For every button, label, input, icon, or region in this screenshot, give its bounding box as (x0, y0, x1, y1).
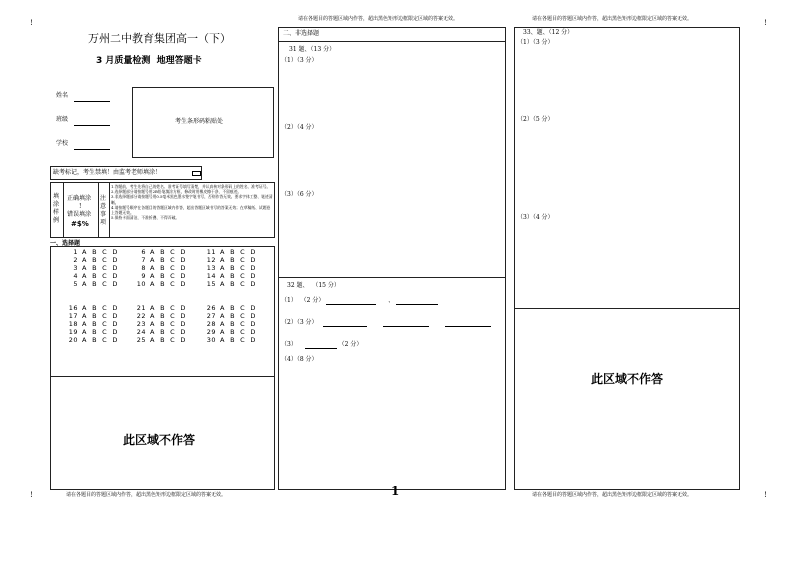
question-number: 20 (68, 336, 78, 344)
answer-options[interactable]: A B C D (150, 280, 186, 288)
choice-question-10[interactable] (134, 280, 186, 288)
choice-question-28[interactable] (204, 320, 256, 328)
note-item: 4.请按题号顺序在各题目的答题区域内作答，超出答题区域书写的答案无效；在草稿纸、试题卷上答题无效。 (111, 204, 271, 216)
divider (279, 41, 505, 42)
answer-options[interactable]: A B C D (150, 256, 186, 264)
choice-question-5[interactable] (66, 280, 118, 288)
divider (98, 183, 99, 237)
q32-part3-score: （2 分） (338, 341, 363, 348)
answer-options[interactable]: A B C D (220, 328, 256, 336)
answer-options[interactable]: A B C D (82, 312, 118, 320)
question-number: 19 (68, 328, 78, 336)
answer-options[interactable]: A B C D (150, 264, 186, 272)
choice-question-3[interactable] (66, 264, 118, 272)
answer-options[interactable]: A B C D (150, 312, 186, 320)
barcode-area (132, 87, 274, 158)
answer-line[interactable] (396, 299, 438, 305)
choice-question-30[interactable] (204, 336, 256, 344)
question-number: 30 (206, 336, 216, 344)
q31-title: 31 题、（13 分） (289, 46, 336, 53)
q32-part1-label: （1） （2 分） (281, 297, 325, 304)
choice-question-25[interactable] (134, 336, 186, 344)
choice-question-4[interactable] (66, 272, 118, 280)
choice-grid (51, 247, 274, 377)
question-number: 10 (136, 280, 146, 288)
choice-question-16[interactable] (66, 304, 118, 312)
answer-options[interactable]: A B C D (82, 328, 118, 336)
school-label: 学校 (56, 140, 69, 147)
answer-options[interactable]: A B C D (150, 272, 186, 280)
choice-question-29[interactable] (204, 328, 256, 336)
choice-question-12[interactable] (204, 256, 256, 264)
no-answer-zone-left: 此区域不作答 (123, 433, 196, 447)
barcode-label: 考生条形码粘贴处 (175, 118, 224, 125)
wrong-fill-label: 错误填涂 (67, 211, 92, 218)
choice-question-24[interactable] (134, 328, 186, 336)
q32-part1-sep: 、 (388, 297, 395, 304)
q33-title: 33、题、（12 分） (523, 29, 574, 36)
absent-mark-text: 缺考标记，考生禁填！由监考老师填涂！ (53, 169, 162, 176)
answer-options[interactable]: A B C D (220, 280, 256, 288)
question-number: 24 (136, 328, 146, 336)
choice-question-13[interactable] (204, 264, 256, 272)
choice-question-9[interactable] (134, 272, 186, 280)
q32-part1 (281, 297, 438, 305)
name-field[interactable] (74, 101, 110, 102)
question-number: 26 (206, 304, 216, 312)
answer-line[interactable] (445, 321, 491, 327)
bottom-notice-left: 请在各题目的答题区域内作答，超出黑色矩形边框限定区域的答案无效。 (66, 492, 227, 498)
choice-question-21[interactable] (134, 304, 186, 312)
q33-part2: （2）（5 分） (517, 116, 554, 123)
answer-options[interactable]: A B C D (82, 256, 118, 264)
choice-question-11[interactable] (204, 248, 256, 256)
question-number: 17 (68, 312, 78, 320)
answer-options[interactable]: A B C D (82, 336, 118, 344)
q31-part1: （1）（3 分） (281, 57, 318, 64)
question-number: 28 (206, 320, 216, 328)
answer-options[interactable]: A B C D (82, 280, 118, 288)
class-field[interactable] (74, 125, 110, 126)
name-label: 姓名 (56, 92, 69, 99)
class-label: 班级 (56, 116, 69, 123)
correct-fill-label: 正确填涂 (67, 195, 92, 202)
choice-question-27[interactable] (204, 312, 256, 320)
question-number: 9 (141, 272, 146, 280)
top-notice-middle: 请在各题目的答题区域内作答，超出黑色矩形边框限定区域的答案无效。 (298, 16, 459, 22)
answer-options[interactable]: A B C D (220, 256, 256, 264)
question-number: 14 (206, 272, 216, 280)
q31-part2: （2）（4 分） (281, 124, 318, 131)
question-number: 5 (73, 280, 78, 288)
question-number: 15 (206, 280, 216, 288)
question-number: 8 (141, 264, 146, 272)
school-title: 万州二中教育集团高一（下） (88, 32, 231, 45)
note-item: 1.答题前，考生先将自己的姓名、准考证号填写清楚，并认真核对条形码上的姓名、准考证号。 (111, 184, 271, 189)
fill-example-label: 填涂样例 (53, 193, 60, 224)
absent-mark-box (50, 166, 202, 180)
question-number: 29 (206, 328, 216, 336)
note-item: 2.选择题部分请按题号用2B铅笔填涂方框，修改时用橡皮擦干净，不留痕迹。 (111, 189, 242, 195)
answer-options[interactable]: A B C D (220, 336, 256, 344)
wrong-fill-mark: #$% (71, 220, 89, 228)
divider (515, 308, 739, 309)
choice-section-title: 一、选择题 (50, 240, 81, 247)
exam-title: 3 月质量检测 地理答题卡 (96, 56, 202, 66)
choice-question-1[interactable] (66, 248, 118, 256)
choice-area (50, 246, 275, 490)
divider (109, 183, 110, 237)
choice-question-20[interactable] (66, 336, 118, 344)
q33-box (514, 27, 740, 490)
q32-part2-label: （2）（3 分） (281, 319, 318, 326)
choice-question-2[interactable] (66, 256, 118, 264)
question-number: 6 (141, 248, 146, 256)
choice-question-14[interactable] (204, 272, 256, 280)
answer-line[interactable] (323, 321, 367, 327)
choice-question-22[interactable] (134, 312, 186, 320)
answer-options[interactable]: A B C D (150, 248, 186, 256)
registration-mark-br: ! (764, 491, 767, 499)
section2-box (278, 27, 506, 490)
choice-question-7[interactable] (134, 256, 186, 264)
registration-mark-tr: ! (764, 19, 767, 27)
answer-line[interactable] (305, 343, 337, 349)
answer-options[interactable]: A B C D (82, 248, 118, 256)
choice-question-18[interactable] (66, 320, 118, 328)
answer-line[interactable] (326, 299, 376, 305)
choice-question-19[interactable] (66, 328, 118, 336)
note-item: 3.非选择题部分请按题号用0.5毫米黑色墨水签字笔书写，否则作答无效。要求字体工整、笔迹清晰。 (111, 194, 273, 205)
question-number: 1 (73, 248, 78, 256)
q32-part4: （4）（8 分） (281, 356, 318, 363)
note-item: 5.保持卡面清洁，不准折叠、不得弄破。 (111, 215, 180, 221)
no-answer-zone-right: 此区域不作答 (591, 372, 664, 386)
question-number: 27 (206, 312, 216, 320)
answer-options[interactable]: A B C D (82, 264, 118, 272)
question-number: 23 (136, 320, 146, 328)
question-number: 13 (206, 264, 216, 272)
choice-question-17[interactable] (66, 312, 118, 320)
choice-question-26[interactable] (204, 304, 256, 312)
answer-line[interactable] (383, 321, 429, 327)
answer-options[interactable]: A B C D (82, 272, 118, 280)
q32-part3-label: （3） (281, 341, 297, 348)
divider (63, 183, 64, 237)
choice-question-23[interactable] (134, 320, 186, 328)
answer-options[interactable]: A B C D (220, 304, 256, 312)
q31-part3: （3）（6 分） (281, 191, 318, 198)
question-number: 4 (73, 272, 78, 280)
school-field[interactable] (74, 149, 110, 150)
answer-options[interactable]: A B C D (82, 304, 118, 312)
divider (279, 277, 505, 278)
answer-options[interactable]: A B C D (220, 264, 256, 272)
correct-fill-mark: ! (79, 203, 82, 210)
question-number: 12 (206, 256, 216, 264)
answer-options[interactable]: A B C D (220, 312, 256, 320)
answer-options[interactable]: A B C D (150, 328, 186, 336)
question-number: 18 (68, 320, 78, 328)
q32-part2 (281, 319, 491, 327)
answer-options[interactable]: A B C D (220, 272, 256, 280)
question-number: 25 (136, 336, 146, 344)
notes-label: 注意事项 (100, 195, 107, 226)
instructions-table (50, 182, 275, 238)
question-number: 21 (136, 304, 146, 312)
answer-options[interactable]: A B C D (150, 320, 186, 328)
notes-list (111, 184, 274, 220)
choice-question-8[interactable] (134, 264, 186, 272)
registration-mark-bl: ! (30, 491, 33, 499)
q33-part3: （3）（4 分） (517, 214, 554, 221)
question-number: 7 (141, 256, 146, 264)
q32-part3 (281, 341, 362, 349)
question-number: 3 (73, 264, 78, 272)
section2-title: 二、非选择题 (283, 30, 320, 37)
answer-options[interactable]: A B C D (220, 320, 256, 328)
choice-question-15[interactable] (204, 280, 256, 288)
choice-question-6[interactable] (134, 248, 186, 256)
answer-options[interactable]: A B C D (150, 304, 186, 312)
question-number: 22 (136, 312, 146, 320)
divider (51, 376, 274, 377)
absent-checkbox[interactable] (192, 171, 201, 176)
q33-part1: （1）（3 分） (517, 39, 554, 46)
page-number: 1 (391, 484, 400, 498)
q32-title: 32 题、 （15 分） (287, 282, 340, 289)
question-number: 2 (73, 256, 78, 264)
answer-options[interactable]: A B C D (82, 320, 118, 328)
question-number: 16 (68, 304, 78, 312)
registration-mark-tl: ! (30, 19, 33, 27)
answer-options[interactable]: A B C D (220, 248, 256, 256)
answer-options[interactable]: A B C D (150, 336, 186, 344)
top-notice-right: 请在各题目的答题区域内作答，超出黑色矩形边框限定区域的答案无效。 (532, 16, 693, 22)
bottom-notice-right: 请在各题目的答题区域内作答，超出黑色矩形边框限定区域的答案无效。 (532, 492, 693, 498)
question-number: 11 (206, 248, 216, 256)
